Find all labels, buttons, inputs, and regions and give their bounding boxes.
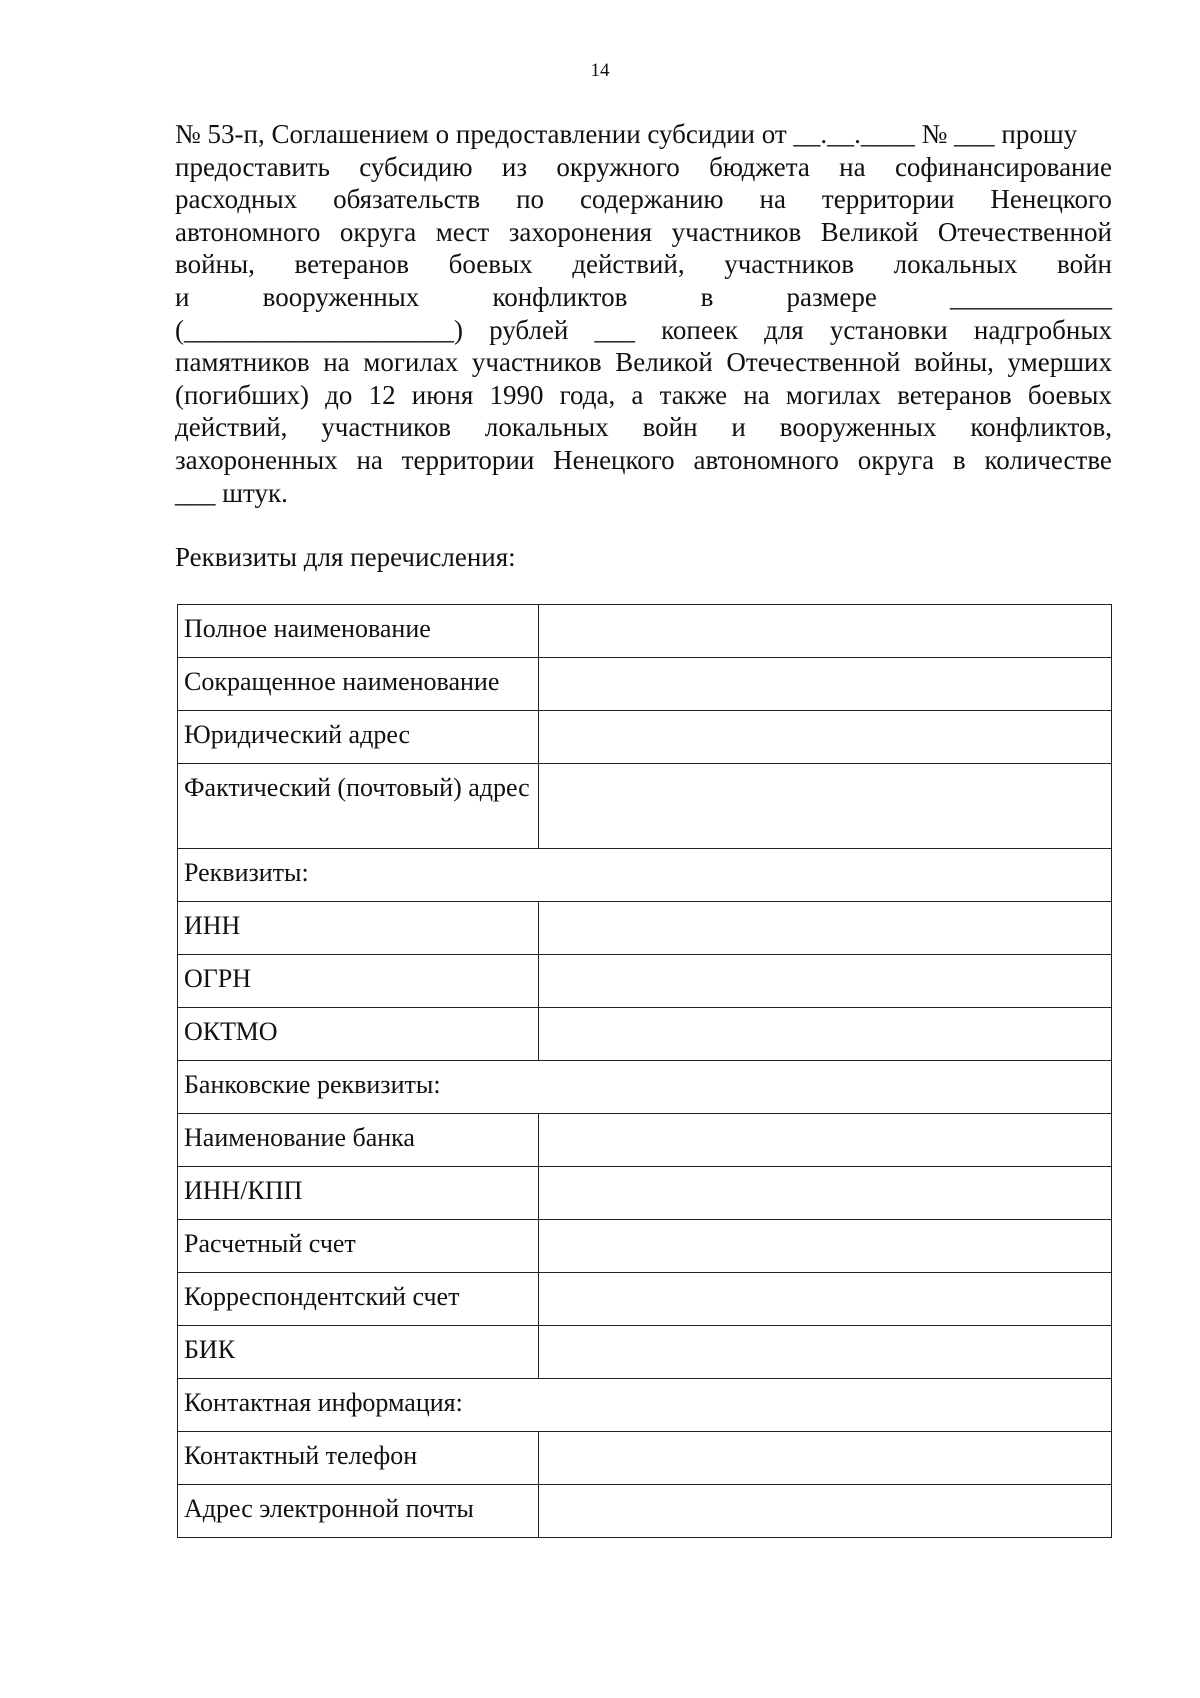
paragraph-word: войн [1057, 249, 1112, 280]
paragraph-word: Ненецкого [990, 184, 1112, 215]
table-row [178, 764, 1112, 849]
paragraph-word: участников [671, 216, 802, 247]
paragraph-word: боевых [448, 249, 533, 280]
table-row [178, 1485, 1112, 1538]
section-label: Контактная информация: [178, 1379, 1112, 1432]
table-row [178, 955, 1112, 1008]
paragraph-word: Отечественной [726, 347, 901, 378]
table-row [178, 658, 1112, 711]
paragraph-word: памятников [175, 347, 310, 378]
paragraph-word: содержанию [579, 184, 724, 215]
paragraph-word: (погибших) [175, 379, 309, 410]
paragraph-line [175, 411, 1112, 444]
paragraph-word: из [501, 151, 528, 182]
paragraph-word: Великой [820, 216, 919, 247]
field-label: БИК [178, 1326, 539, 1379]
field-value-cell[interactable] [539, 1220, 1112, 1273]
paragraph-word: бюджета [709, 151, 810, 182]
field-label: Корреспондентский счет [178, 1273, 539, 1326]
paragraph-word: на [743, 379, 770, 410]
requisites-heading: Реквизиты для перечисления: [175, 542, 516, 572]
paragraph-word: (____________________) [175, 314, 463, 345]
field-value-cell[interactable] [539, 1326, 1112, 1379]
field-value-cell[interactable] [539, 1432, 1112, 1485]
paragraph-word: ____________ [949, 281, 1112, 312]
paragraph-word: в [700, 281, 714, 312]
paragraph-word: 1990 [489, 379, 544, 410]
paragraph-word: конфликтов [492, 281, 628, 312]
paragraph-word: территории [821, 184, 955, 215]
paragraph-word: и [175, 281, 190, 312]
paragraph-word: в [952, 444, 966, 475]
field-label: Юридический адрес [178, 711, 539, 764]
paragraph-word: конфликтов, [970, 412, 1112, 443]
paragraph-line [175, 216, 1112, 249]
field-label: Полное наименование [178, 605, 539, 658]
paragraph-word: мест [435, 216, 490, 247]
field-label: Фактический (почтовый) адрес [178, 764, 539, 849]
field-value-cell[interactable] [539, 1114, 1112, 1167]
paragraph-word: вооруженных [262, 281, 420, 312]
paragraph-word: года, [559, 379, 616, 410]
paragraph-line [175, 281, 1112, 314]
paragraph-word: локальных [893, 249, 1018, 280]
table-row [178, 1167, 1112, 1220]
paragraph-word: ___ штук. [175, 477, 288, 508]
field-value-cell[interactable] [539, 764, 1112, 849]
paragraph-word: умерших [1007, 347, 1112, 378]
paragraph-word: рублей [489, 314, 569, 345]
paragraph-word: расходных [175, 184, 298, 215]
paragraph-word: действий, [175, 412, 288, 443]
field-label: ОГРН [178, 955, 539, 1008]
paragraph-line [175, 444, 1112, 477]
field-label: Расчетный счет [178, 1220, 539, 1273]
paragraph-line [175, 346, 1112, 379]
paragraph-word: на [839, 151, 866, 182]
paragraph-word: по [516, 184, 545, 215]
field-label: Наименование банка [178, 1114, 539, 1167]
field-value-cell[interactable] [539, 955, 1112, 1008]
paragraph-line [175, 151, 1112, 184]
field-label: Сокращенное наименование [178, 658, 539, 711]
paragraph-line [175, 183, 1112, 216]
paragraph-word: автономного [693, 444, 839, 475]
paragraph-word: боевых [1027, 379, 1112, 410]
table-row [178, 902, 1112, 955]
paragraph-word: до [325, 379, 353, 410]
page-number: 14 [590, 60, 610, 81]
paragraph-line [175, 379, 1112, 412]
paragraph-word: установки [829, 314, 948, 345]
paragraph-word: захоронения [508, 216, 653, 247]
table-row [178, 1220, 1112, 1273]
table-section-row [178, 1379, 1112, 1432]
field-value-cell[interactable] [539, 711, 1112, 764]
paragraph-word: обязательств [333, 184, 481, 215]
field-label: ИНН/КПП [178, 1167, 539, 1220]
table-section-row [178, 849, 1112, 902]
paragraph-word: а [631, 379, 644, 410]
paragraph-word: ветеранов [294, 249, 410, 280]
paragraph-word: для [764, 314, 804, 345]
field-label: Контактный телефон [178, 1432, 539, 1485]
field-value-cell[interactable] [539, 1167, 1112, 1220]
paragraph-word: округа [857, 444, 935, 475]
requisites-table [177, 604, 1112, 1538]
field-label: Адрес электронной почты [178, 1485, 539, 1538]
paragraph-word: вооруженных [779, 412, 937, 443]
field-label: ИНН [178, 902, 539, 955]
field-value-cell[interactable] [539, 1485, 1112, 1538]
table-row [178, 1008, 1112, 1061]
paragraph-word: войны, [914, 347, 994, 378]
paragraph-line [175, 314, 1112, 347]
paragraph-word: на [323, 347, 350, 378]
paragraph-word: могилах [785, 379, 881, 410]
paragraph-word: субсидию [359, 151, 473, 182]
field-value-cell[interactable] [539, 902, 1112, 955]
paragraph-word: надгробных [973, 314, 1112, 345]
paragraph-word: участников [724, 249, 854, 280]
paragraph-word: войн [642, 412, 698, 443]
paragraph-word: на [759, 184, 786, 215]
request-paragraph [175, 118, 1112, 509]
paragraph-word: захороненных [175, 444, 338, 475]
paragraph-word: участников [321, 412, 451, 443]
table-row [178, 1114, 1112, 1167]
table-row [178, 605, 1112, 658]
paragraph-word: округа [339, 216, 417, 247]
section-label: Банковские реквизиты: [178, 1061, 1112, 1114]
table-row [178, 1326, 1112, 1379]
paragraph-word: и [731, 412, 746, 443]
table-section-row [178, 1061, 1112, 1114]
field-value-cell[interactable] [539, 1008, 1112, 1061]
paragraph-word: июня [411, 379, 474, 410]
paragraph-word: копеек [661, 314, 738, 345]
paragraph-word: 12 [368, 379, 396, 410]
paragraph-word: размере [786, 281, 877, 312]
paragraph-word: Великой [615, 347, 713, 378]
field-value-cell[interactable] [539, 1273, 1112, 1326]
paragraph-word: могилах [363, 347, 459, 378]
paragraph-word: софинансирование [894, 151, 1112, 182]
paragraph-word: окружного [556, 151, 680, 182]
paragraph-word: Ненецкого [553, 444, 675, 475]
paragraph-line [175, 477, 1112, 510]
paragraph-word: Отечественной [937, 216, 1112, 247]
field-label: ОКТМО [178, 1008, 539, 1061]
paragraph-word: действий, [572, 249, 685, 280]
paragraph-word: войны, [175, 249, 255, 280]
table-row [178, 711, 1112, 764]
section-label: Реквизиты: [178, 849, 1112, 902]
paragraph-word: автономного [175, 216, 321, 247]
paragraph-word: территории [401, 444, 535, 475]
field-value-cell[interactable] [539, 605, 1112, 658]
table-row [178, 1432, 1112, 1485]
paragraph-word: № 53-п, Соглашением о предоставлении субсидии от __.__.____ № ___ прошу [175, 119, 1078, 149]
table-row [178, 1273, 1112, 1326]
paragraph-word: локальных [484, 412, 609, 443]
paragraph-word: на [356, 444, 383, 475]
paragraph-word: ___ [594, 314, 636, 345]
paragraph-word: ветеранов [897, 379, 1012, 410]
paragraph-line [175, 118, 1112, 151]
paragraph-word: количестве [984, 444, 1112, 475]
paragraph-word: предоставить [175, 151, 330, 182]
paragraph-word: участников [471, 347, 602, 378]
paragraph-word: также [659, 379, 728, 410]
paragraph-line [175, 248, 1112, 281]
field-value-cell[interactable] [539, 658, 1112, 711]
